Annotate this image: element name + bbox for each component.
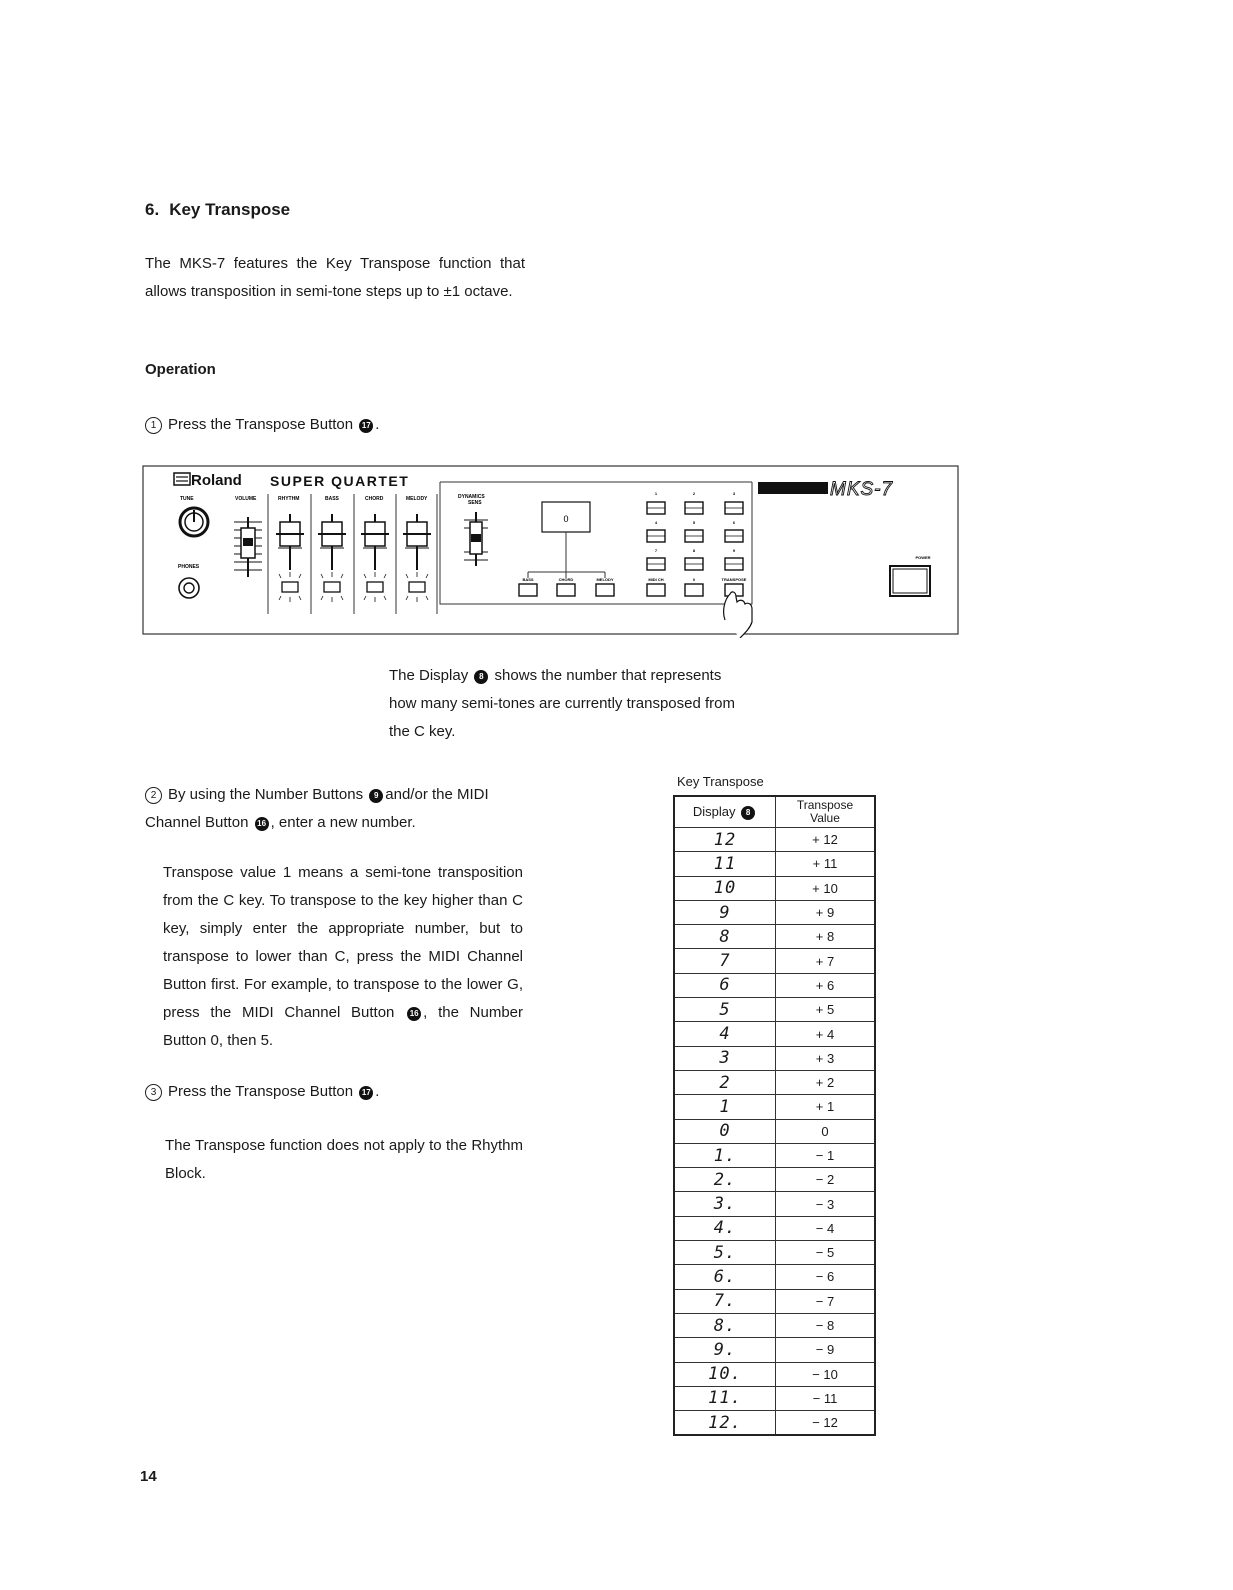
table-row [674, 1411, 875, 1436]
table-row [674, 925, 875, 949]
header-transpose-value [776, 796, 876, 828]
bass-button[interactable] [519, 584, 537, 596]
table-row [674, 1338, 875, 1362]
num-label-5: 5 [692, 520, 696, 525]
chord-label: CHORD [365, 496, 384, 502]
tune-knob[interactable] [180, 508, 208, 536]
ref-marker: 9 [369, 789, 383, 803]
transpose-value-cell: − 7 [776, 1289, 876, 1313]
display-cell: 10. [674, 1362, 776, 1386]
table-row [674, 1095, 875, 1119]
step-2-pre: By using the Number Buttons [168, 786, 364, 803]
intro-paragraph: The MKS-7 features the Key Transpose function that allows transposition in semi-tone steps up to ±1 octave. [145, 255, 525, 300]
transpose-value-cell: + 11 [776, 852, 876, 876]
key-transpose-table [673, 795, 876, 1436]
zero-label: 0 [692, 577, 696, 582]
volume-label: VOLUME [235, 496, 257, 502]
melody-mute-button[interactable] [409, 582, 425, 592]
transpose-value-cell: + 3 [776, 1046, 876, 1070]
ref-marker: 17 [359, 1086, 373, 1100]
sens-label: SENS [468, 500, 482, 506]
rhythm-mute-button[interactable] [282, 582, 298, 592]
transpose-value-cell: − 6 [776, 1265, 876, 1289]
display-cell: 7 [674, 949, 776, 973]
table-row [674, 973, 875, 997]
transpose-value-cell: + 7 [776, 949, 876, 973]
header-value-line1: Transpose [796, 798, 854, 812]
transpose-value-cell: − 4 [776, 1216, 876, 1240]
num-label-2: 2 [692, 491, 696, 496]
step-2-post: , enter a new number. [270, 814, 416, 831]
table-row [674, 1313, 875, 1337]
ref-marker: 8 [474, 670, 488, 684]
display-cell: 2 [674, 1070, 776, 1094]
tune-label: TUNE [180, 496, 194, 502]
bass-button-label: BASS [522, 577, 534, 582]
table-row [674, 852, 875, 876]
transpose-value-cell: − 10 [776, 1362, 876, 1386]
display-cell: 12 [674, 828, 776, 852]
dynamics-label: DYNAMICS [458, 494, 485, 500]
display-cell: 3. [674, 1192, 776, 1216]
power-label: POWER [915, 555, 931, 560]
display-cell: 1 [674, 1095, 776, 1119]
step-2-mid: and/or the MIDI Channel Button [145, 786, 489, 831]
display-cell: 4 [674, 1022, 776, 1046]
section-title: Key Transpose [169, 200, 291, 219]
section-number: 6. [145, 200, 160, 219]
step-1-text: Press the Transpose Button [168, 416, 354, 433]
display-note-pre: The Display [389, 667, 469, 684]
step-3-end: . [375, 1083, 380, 1100]
table-row [674, 949, 875, 973]
header-value-line2: Value [810, 811, 840, 825]
display-note-post: shows the number that represents how many semi-tones are currently transposed from the C key. [389, 667, 735, 740]
table-row [674, 1070, 875, 1094]
transpose-value-cell: − 9 [776, 1338, 876, 1362]
display-cell: 8. [674, 1313, 776, 1337]
rhythm-block-note: The Transpose function does not apply to the Rhythm Block. [165, 1137, 523, 1182]
table-row [674, 1046, 875, 1070]
num-label-6: 6 [732, 520, 736, 525]
step-3 [145, 1078, 379, 1106]
table-row [674, 828, 875, 852]
header-display-label: Display [692, 803, 736, 819]
step-1-end: . [375, 416, 380, 433]
section-heading [145, 200, 290, 220]
step-2 [145, 781, 525, 837]
table-header-row [674, 796, 875, 828]
table-row [674, 1216, 875, 1240]
transpose-value-cell: − 1 [776, 1143, 876, 1167]
rhythm-label: RHYTHM [278, 496, 300, 502]
display-cell: 11. [674, 1386, 776, 1410]
display-note [389, 662, 745, 746]
num-label-4: 4 [654, 520, 658, 525]
table-row [674, 1241, 875, 1265]
display-cell: 5. [674, 1241, 776, 1265]
transpose-value-cell: + 1 [776, 1095, 876, 1119]
transpose-value-cell: + 6 [776, 973, 876, 997]
zero-button[interactable] [685, 584, 703, 596]
midi-ch-button[interactable] [647, 584, 665, 596]
display-cell: 10 [674, 876, 776, 900]
table-row [674, 1386, 875, 1410]
front-panel-illustration [140, 462, 962, 638]
table-row [674, 1289, 875, 1313]
led-display-value: 0 [563, 514, 569, 524]
step-marker: 2 [145, 787, 162, 804]
display-cell: 2. [674, 1168, 776, 1192]
phones-label: PHONES [178, 564, 200, 570]
transpose-value-cell: + 9 [776, 900, 876, 924]
transpose-value-cell: − 11 [776, 1386, 876, 1410]
transpose-value-cell: 0 [776, 1119, 876, 1143]
melody-button-label: MELODY [596, 577, 614, 582]
operation-heading: Operation [145, 361, 216, 378]
transpose-value-pre: Transpose value 1 means a semi-tone transposition from the C key. To transpose to the key higher than C key, simply enter the appropriate number, but to transpose to lower than C, press the MIDI Channel Button first. For example, to transpose to the lower G, press the MIDI Channel Button [163, 864, 523, 1021]
ref-marker: 8 [741, 806, 755, 820]
page-number: 14 [140, 1468, 157, 1485]
num-label-8: 8 [692, 548, 696, 553]
display-cell: 12. [674, 1411, 776, 1436]
display-cell: 9. [674, 1338, 776, 1362]
model-name-text: SUPER QUARTET [270, 473, 410, 489]
step-3-text: Press the Transpose Button [168, 1083, 354, 1100]
chord-button-label: CHORD [558, 577, 574, 582]
display-cell: 0 [674, 1119, 776, 1143]
transpose-value-cell: + 4 [776, 1022, 876, 1046]
model-code-text: MKS-7 [830, 479, 894, 500]
chord-button[interactable] [557, 584, 575, 596]
bass-mute-button[interactable] [324, 582, 340, 592]
melody-button[interactable] [596, 584, 614, 596]
phones-jack[interactable] [179, 578, 199, 598]
table-title: Key Transpose [677, 774, 764, 789]
table-row [674, 876, 875, 900]
table-row [674, 1022, 875, 1046]
step-1 [145, 411, 379, 439]
display-cell: 5 [674, 998, 776, 1022]
transpose-value-post: , the Number Button 0, then 5. [163, 1004, 524, 1049]
table-row [674, 1192, 875, 1216]
transpose-value-cell: − 8 [776, 1313, 876, 1337]
num-label-1: 1 [654, 491, 658, 496]
transpose-value-cell: + 10 [776, 876, 876, 900]
transpose-value-cell: − 5 [776, 1241, 876, 1265]
midi-ch-label: MIDI CH [648, 577, 664, 582]
display-cell: 9 [674, 900, 776, 924]
num-label-7: 7 [654, 548, 658, 553]
transpose-value-cell: + 5 [776, 998, 876, 1022]
transpose-value-paragraph [163, 859, 523, 1055]
table-row [674, 1265, 875, 1289]
table-body [674, 828, 875, 1436]
table-row [674, 1143, 875, 1167]
transpose-value-cell: − 12 [776, 1411, 876, 1436]
ref-marker: 16 [255, 817, 269, 831]
table-row [674, 1168, 875, 1192]
display-cell: 4. [674, 1216, 776, 1240]
transpose-value-cell: + 12 [776, 828, 876, 852]
table-row [674, 1119, 875, 1143]
display-cell: 8 [674, 925, 776, 949]
table-row [674, 900, 875, 924]
table-row [674, 998, 875, 1022]
melody-label: MELODY [406, 496, 428, 502]
power-button[interactable] [890, 566, 930, 596]
display-cell: 1. [674, 1143, 776, 1167]
transpose-value-cell: + 2 [776, 1070, 876, 1094]
step-marker: 3 [145, 1084, 162, 1101]
display-cell: 3 [674, 1046, 776, 1070]
ref-marker: 16 [407, 1007, 421, 1021]
header-display [674, 796, 776, 828]
transpose-value-cell: − 2 [776, 1168, 876, 1192]
transpose-label: TRANSPOSE [721, 577, 747, 582]
brand-text: Roland [191, 472, 242, 489]
display-cell: 11 [674, 852, 776, 876]
display-cell: 6. [674, 1265, 776, 1289]
transpose-value-cell: − 3 [776, 1192, 876, 1216]
num-label-9: 9 [732, 548, 736, 553]
display-cell: 7. [674, 1289, 776, 1313]
bass-label: BASS [325, 496, 339, 502]
ref-marker: 17 [359, 419, 373, 433]
transpose-value-cell: + 8 [776, 925, 876, 949]
step-marker: 1 [145, 417, 162, 434]
display-cell: 6 [674, 973, 776, 997]
chord-mute-button[interactable] [367, 582, 383, 592]
num-label-3: 3 [732, 491, 736, 496]
table-row [674, 1362, 875, 1386]
